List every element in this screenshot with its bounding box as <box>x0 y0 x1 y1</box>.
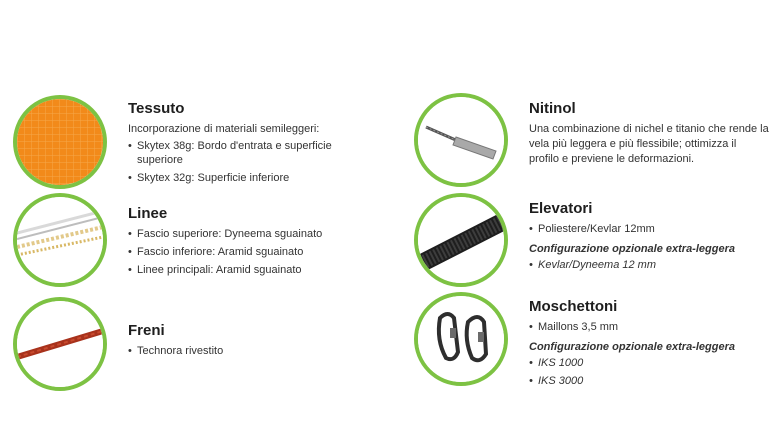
freni-title: Freni <box>128 322 165 339</box>
elevatori-section <box>529 200 759 276</box>
nitinol-text: Una combinazione di nichel e titanio che rende la vela più leggera e più flessibile; ottimizza il profilo e previene le deformazioni. <box>529 123 769 165</box>
nitinol-title: Nitinol <box>529 100 576 117</box>
tessuto-section <box>128 100 353 189</box>
freni-image <box>13 297 107 391</box>
list-item: • Skytex 32g: Superficie inferiore <box>128 171 353 185</box>
tessuto-list <box>128 139 353 185</box>
moschettoni-optional-title: Configurazione opzionale extra-leggera <box>529 341 735 353</box>
orange-fabric-icon <box>17 99 103 185</box>
moschettoni-section <box>529 298 759 392</box>
list-item: • Poliestere/Kevlar 12mm <box>529 222 759 236</box>
moschettoni-list <box>529 320 759 334</box>
list-item: • IKS 1000 <box>529 356 759 370</box>
list-item: • Linee principali: Aramid sguainato <box>128 263 358 277</box>
freni-section <box>128 322 328 362</box>
lines-icon <box>17 197 103 283</box>
list-item: • IKS 3000 <box>529 374 759 388</box>
moschettoni-image <box>414 292 508 386</box>
tessuto-intro: Incorporazione di materiali semileggeri: <box>128 123 320 135</box>
linee-image <box>13 193 107 287</box>
list-item: • Skytex 38g: Bordo d'entrata e superficie superiore <box>128 139 353 167</box>
tessuto-image <box>13 95 107 189</box>
elevatori-optional-list <box>529 258 759 272</box>
carabiner-icon <box>418 296 504 382</box>
nitinol-image <box>414 93 508 187</box>
moschettoni-title: Moschettoni <box>529 298 618 315</box>
elevatori-list <box>529 222 759 236</box>
linee-list <box>128 227 358 277</box>
list-item: • Kevlar/Dyneema 12 mm <box>529 258 759 272</box>
brake-line-icon <box>17 301 103 387</box>
nitinol-rod-icon <box>418 97 504 183</box>
list-item: • Fascio superiore: Dyneema sguainato <box>128 227 358 241</box>
list-item: • Fascio inferiore: Aramid sguainato <box>128 245 358 259</box>
freni-list <box>128 344 328 358</box>
linee-section <box>128 205 358 281</box>
elevatori-image <box>414 193 508 287</box>
linee-title: Linee <box>128 205 168 222</box>
list-item: • Maillons 3,5 mm <box>529 320 759 334</box>
list-item: • Technora rivestito <box>128 344 328 358</box>
moschettoni-optional-list <box>529 356 759 388</box>
elevatori-title: Elevatori <box>529 200 593 217</box>
riser-webbing-icon <box>418 197 504 283</box>
nitinol-section <box>529 100 769 167</box>
tessuto-title: Tessuto <box>128 100 185 117</box>
elevatori-optional-title: Configurazione opzionale extra-leggera <box>529 243 735 255</box>
